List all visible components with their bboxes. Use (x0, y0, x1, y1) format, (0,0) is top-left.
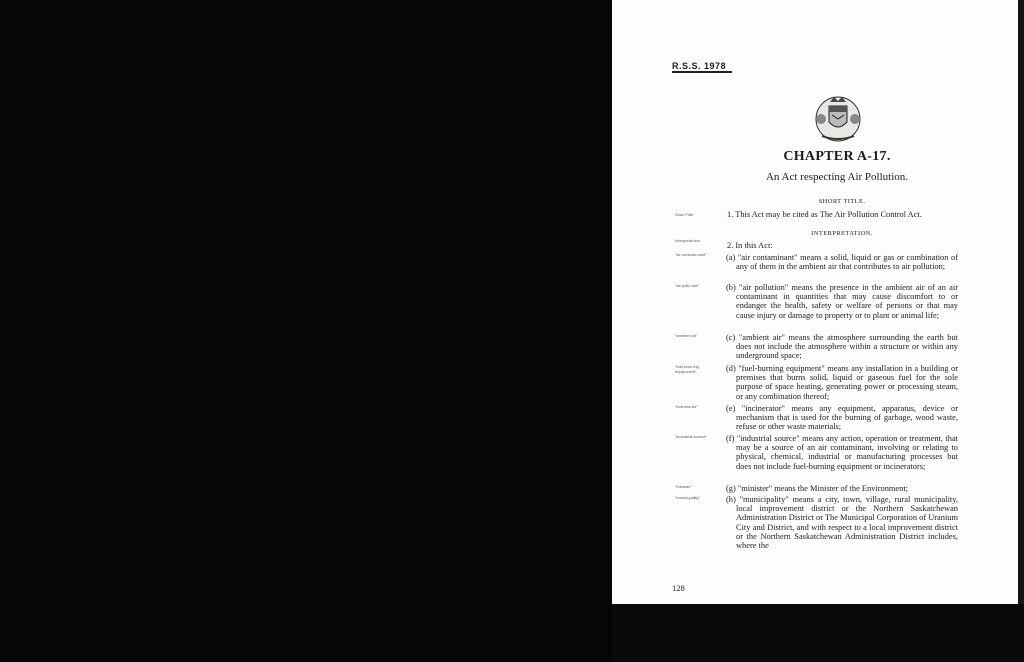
clause-c: (c) "ambient air" means the atmosphere surrounding the earth but does not include the atmosphere within a structure or within any underground space; (726, 333, 958, 361)
act-title: An Act respecting Air Pollution. (765, 171, 909, 183)
margin-note-short-title: Short Title (675, 212, 694, 217)
margin-note-incinerator: "incinera-tor" (675, 404, 698, 409)
margin-note-interpretation: Interpreta-tion (675, 238, 700, 243)
margin-note-fuel-burning-equipment: "fuel-burn-ing equip-ment" (675, 364, 699, 374)
document-page (612, 0, 1018, 604)
margin-note-industrial-source: "industrial source" (675, 434, 707, 439)
margin-note-ambient-air: "ambient air" (675, 333, 698, 338)
margin-note-municipality: "munici-pality" (675, 495, 701, 500)
margin-note-minister: "minister" (675, 484, 692, 489)
clause-h: (h) "municipality" means a city, town, village, rural municipality, local improvement district or the Northern Saskatchewan Administration District or The Municipal Corporation of Uranium City and District, and with respect to a local improvement district or the Northern Saskatchewan Administration District includes, where the (726, 495, 958, 551)
clause-b: (b) "air pollution" means the presence in the ambient air of an air contaminant in quantities that may cause discomfort to or endanger the health, safety or welfare of persons or that may cause injury or damage to property or to plant or animal life; (726, 283, 958, 320)
header-rule (672, 71, 732, 73)
short-title-heading: SHORT TITLE. (818, 198, 866, 205)
section-1-text: 1. This Act may be cited as The Air Pollution Control Act. (727, 210, 922, 219)
running-header: R.S.S. 1978 (672, 61, 727, 71)
margin-note-air-contaminant: "air contami-nant" (675, 252, 707, 257)
saskatchewan-coat-of-arms-icon (812, 92, 864, 144)
clause-e: (e) "incinerator" means any equipment, apparatus, device or mechanism that is used for the burning of garbage, wood waste, refuse or other waste materials; (726, 404, 958, 432)
clause-d: (d) "fuel-burning equipment" means any installation in a building or premises that burns solid, liquid or gaseous fuel for the sole purpose of space heating, generating power or processing steam, or any combination thereof; (726, 364, 958, 401)
chapter-title: CHAPTER A-17. (783, 149, 891, 164)
clause-f: (f) "industrial source" means any action, operation or treatment, that may be a source of an air contaminant, involving or relating to physical, chemical, industrial or manufacturing processes but does not include fuel-burning equipment or incinerators; (726, 434, 958, 471)
scan-bottom-border (612, 604, 1024, 662)
clause-g: (g) "minister" means the Minister of the Environment; (726, 484, 908, 493)
page-number: 128 (672, 583, 685, 593)
interpretation-heading: INTERPRETATION. (811, 230, 873, 237)
margin-note-air-pollution: "air pollu-tion" (675, 283, 700, 288)
section-2-intro: 2. In this Act: (727, 241, 773, 250)
clause-a: (a) "air contaminant" means a solid, liquid or gas or combination of any of them in the ambient air that contributes to air pollution; (726, 253, 958, 272)
scan-right-border (1018, 0, 1024, 604)
